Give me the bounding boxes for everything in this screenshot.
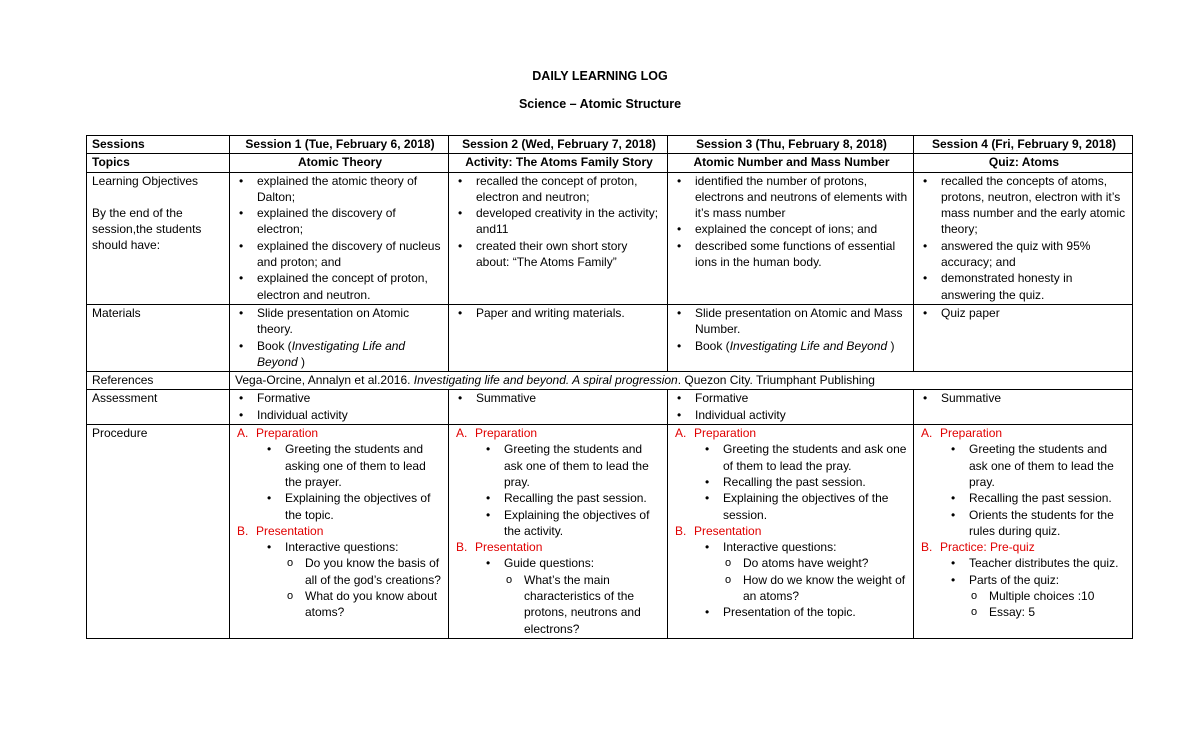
list-item: o What do you know about atoms? bbox=[283, 588, 445, 621]
procedure-label: Procedure bbox=[87, 425, 230, 639]
session-1-objectives bbox=[230, 172, 449, 304]
session-3-materials bbox=[668, 304, 914, 371]
list-item: • Paper and writing materials. bbox=[454, 305, 664, 321]
list-item: • explained the concept of ions; and bbox=[673, 221, 910, 237]
list-item: • Recalling the past session. bbox=[701, 474, 910, 490]
session-1-procedure bbox=[230, 425, 449, 639]
objectives-sublabel: By the end of the session,the students should have: bbox=[92, 205, 202, 253]
list-item: • Formative bbox=[235, 390, 445, 406]
preparation-heading: A. Preparation bbox=[237, 426, 319, 441]
session-2-procedure bbox=[449, 425, 668, 639]
list-item: • Individual activity bbox=[673, 407, 910, 423]
session-4-assessment bbox=[914, 390, 1133, 425]
materials-row bbox=[87, 304, 1133, 371]
list-item: • identified the number of protons, electrons and neutrons of elements with it’s mass number bbox=[673, 173, 910, 222]
presentation-heading: B. Presentation bbox=[456, 540, 543, 555]
list-item: • Teacher distributes the quiz. bbox=[947, 555, 1129, 571]
list-item: • Explaining the objectives of the session. bbox=[701, 490, 910, 523]
session-1-topic: Atomic Theory bbox=[230, 154, 449, 172]
references-row bbox=[87, 372, 1133, 390]
list-item: • recalled the concepts of atoms, protons, neutron, electron with it’s mass number and the early atomic theory; bbox=[919, 173, 1129, 238]
presentation-heading: B. Presentation bbox=[237, 523, 324, 538]
list-item: o How do we know the weight of an atoms? bbox=[721, 572, 910, 605]
objectives-label: Learning Objectives bbox=[92, 173, 199, 188]
list-item: • Guide questions: bbox=[482, 555, 664, 571]
sessions-row bbox=[87, 136, 1133, 154]
list-item: • answered the quiz with 95% accuracy; and bbox=[919, 238, 1129, 271]
list-item: o Do you know the basis of all of the god’s creations? bbox=[283, 555, 445, 588]
list-item: o Essay: 5 bbox=[967, 604, 1129, 620]
topics-row bbox=[87, 154, 1133, 172]
list-item: • Book (Investigating Life and Beyond ) bbox=[673, 338, 910, 354]
session-1-materials bbox=[230, 304, 449, 371]
objectives-label-cell bbox=[87, 172, 230, 304]
session-2-topic: Activity: The Atoms Family Story bbox=[449, 154, 668, 172]
objectives-row bbox=[87, 172, 1133, 304]
procedure-row bbox=[87, 425, 1133, 639]
session-4-topic: Quiz: Atoms bbox=[914, 154, 1133, 172]
session-1-header: Session 1 (Tue, February 6, 2018) bbox=[230, 136, 449, 154]
list-item: o Multiple choices :10 bbox=[967, 588, 1129, 604]
references-text: Vega-Orcine, Annalyn et al.2016. Investigating life and beyond. A spiral progression. Quezon City. Triumphant Publishing bbox=[230, 372, 1133, 390]
list-item: • Greeting the students and ask one of them to lead the pray. bbox=[482, 441, 664, 490]
list-item: • explained the discovery of nucleus and proton; and bbox=[235, 238, 445, 271]
list-item: o Do atoms have weight? bbox=[721, 555, 910, 571]
list-item: • demonstrated honesty in answering the quiz. bbox=[919, 270, 1129, 303]
list-item: • created their own short story about: “The Atoms Family” bbox=[454, 238, 664, 271]
list-item: • Summative bbox=[919, 390, 1129, 406]
sessions-label: Sessions bbox=[87, 136, 230, 154]
assessment-row bbox=[87, 390, 1133, 425]
list-item: • recalled the concept of proton, electron and neutron; bbox=[454, 173, 664, 206]
references-label: References bbox=[87, 372, 230, 390]
list-item: • Explaining the objectives of the topic. bbox=[263, 490, 445, 523]
list-item: • Interactive questions: bbox=[263, 539, 445, 555]
preparation-heading: A. Preparation bbox=[456, 426, 538, 441]
list-item: • Book (Investigating Life and Beyond ) bbox=[235, 338, 445, 371]
session-3-topic: Atomic Number and Mass Number bbox=[668, 154, 914, 172]
list-item: • Presentation of the topic. bbox=[701, 604, 910, 620]
list-item: • Recalling the past session. bbox=[482, 490, 664, 506]
list-item: • Orients the students for the rules during quiz. bbox=[947, 507, 1129, 540]
list-item: • Individual activity bbox=[235, 407, 445, 423]
list-item: • explained the atomic theory of Dalton; bbox=[235, 173, 445, 206]
presentation-heading: B. Presentation bbox=[675, 523, 762, 538]
list-item: • Slide presentation on Atomic and Mass Number. bbox=[673, 305, 910, 338]
learning-log-table bbox=[86, 135, 1133, 639]
list-item: • Greeting the students and ask one of them to lead the pray. bbox=[947, 441, 1129, 490]
session-2-assessment bbox=[449, 390, 668, 425]
session-4-header: Session 4 (Fri, February 9, 2018) bbox=[914, 136, 1133, 154]
document-subtitle: Science – Atomic Structure bbox=[518, 97, 682, 111]
list-item: • Formative bbox=[673, 390, 910, 406]
assessment-label: Assessment bbox=[87, 390, 230, 425]
session-4-procedure bbox=[914, 425, 1133, 639]
preparation-heading: A. Preparation bbox=[675, 426, 757, 441]
document-title: DAILY LEARNING LOG bbox=[532, 69, 668, 83]
list-item: • Greeting the students and ask one of them to lead the pray. bbox=[701, 441, 910, 474]
list-item: o What’s the main characteristics of the protons, neutrons and electrons? bbox=[502, 572, 664, 637]
session-2-materials bbox=[449, 304, 668, 371]
session-3-header: Session 3 (Thu, February 8, 2018) bbox=[668, 136, 914, 154]
list-item: • Recalling the past session. bbox=[947, 490, 1129, 506]
practice-heading: B. Practice: Pre-quiz bbox=[921, 540, 1035, 555]
list-item: • explained the concept of proton, electron and neutron. bbox=[235, 270, 445, 303]
list-item: • Explaining the objectives of the activity. bbox=[482, 507, 664, 540]
materials-label: Materials bbox=[87, 304, 230, 371]
list-item: • Quiz paper bbox=[919, 305, 1129, 321]
session-1-assessment bbox=[230, 390, 449, 425]
session-3-procedure bbox=[668, 425, 914, 639]
session-2-header: Session 2 (Wed, February 7, 2018) bbox=[449, 136, 668, 154]
list-item: • developed creativity in the activity; and11 bbox=[454, 205, 664, 238]
list-item: • Parts of the quiz: bbox=[947, 572, 1129, 588]
session-4-materials bbox=[914, 304, 1133, 371]
list-item: • Slide presentation on Atomic theory. bbox=[235, 305, 445, 338]
preparation-heading: A. Preparation bbox=[921, 426, 1003, 441]
list-item: • Greeting the students and asking one of them to lead the prayer. bbox=[263, 441, 445, 490]
list-item: • Summative bbox=[454, 390, 664, 406]
session-4-objectives bbox=[914, 172, 1133, 304]
session-3-objectives bbox=[668, 172, 914, 304]
session-2-objectives bbox=[449, 172, 668, 304]
list-item: • explained the discovery of electron; bbox=[235, 205, 445, 238]
topics-label: Topics bbox=[87, 154, 230, 172]
session-3-assessment bbox=[668, 390, 914, 425]
list-item: • Interactive questions: bbox=[701, 539, 910, 555]
list-item: • described some functions of essential ions in the human body. bbox=[673, 238, 910, 271]
